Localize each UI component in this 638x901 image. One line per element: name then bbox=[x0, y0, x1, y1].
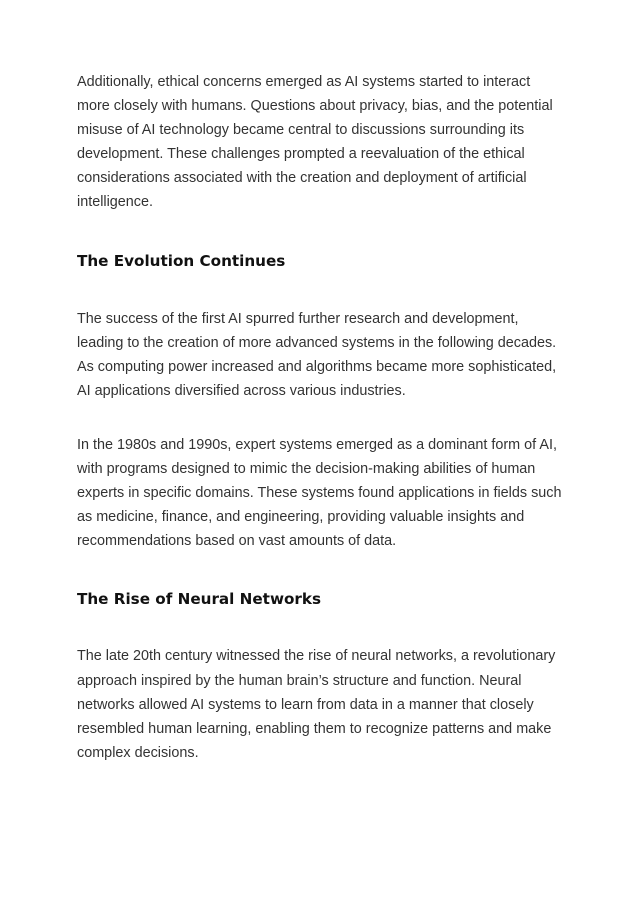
document-body bbox=[77, 70, 567, 765]
paragraph-expert-systems: In the 1980s and 1990s, expert systems emerged as a dominant form of AI, with programs designed to mimic the decision-making abilities of human experts in specific domains. These systems found applications in fields such as medicine, finance, and engineering, providing valuable insights and recommendations based on vast amounts of data. bbox=[77, 436, 562, 550]
heading-rise-of-neural-networks: The Rise of Neural Networks bbox=[77, 590, 322, 609]
paragraph-first-ai-success: The success of the first AI spurred further research and development, leading to the creation of more advanced systems in the following decades. As computing power increased and algorithms became more sophisticated, AI applications diversified across various industries. bbox=[77, 310, 557, 399]
paragraph-ethical-concerns: Additionally, ethical concerns emerged as AI systems started to interact more closely with humans. Questions about privacy, bias, and the potential misuse of AI technology became central to discussions surrounding its development. These challenges prompted a reevaluation of the ethical considerations associated with the creation and deployment of artificial intelligence. bbox=[77, 74, 553, 211]
paragraph-neural-networks: The late 20th century witnessed the rise of neural networks, a revolutionary approach inspired by the human brain’s structure and function. Neural networks allowed AI systems to learn from data in a manner that closely resembled human learning, enabling them to recognize patterns and make complex decisions. bbox=[77, 648, 556, 761]
heading-evolution-continues: The Evolution Continues bbox=[77, 251, 286, 270]
